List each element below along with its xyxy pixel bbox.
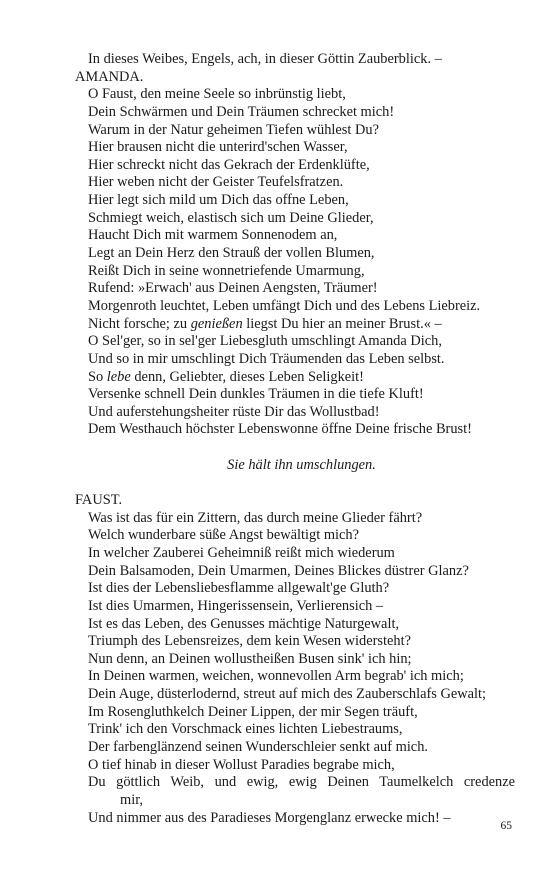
verse-line: Versenke schnell Dein dunkles Träumen in die tiefe Kluft! <box>88 386 424 403</box>
verse-line: Hier weben nicht der Geister Teufelsfratzen. <box>88 174 344 191</box>
verse-line: Hier schreckt nicht das Gekrach der Erdenklüfte, <box>88 156 370 173</box>
verse-line: Dein Balsamoden, Dein Umarmen, Deines Blickes düstrer Glanz? <box>88 562 469 579</box>
speaker-name: FAUST. <box>75 492 123 509</box>
verse-text: Nicht forsche; zu <box>88 315 191 332</box>
verse-line: Dem Westhauch höchster Lebenswonne öffne Deine frische Brust! <box>88 421 472 438</box>
verse-line: Triumph des Lebensreizes, dem kein Wesen widersteht? <box>88 633 411 650</box>
verse-line: Im Rosengluthkelch Deiner Lippen, der mir Segen träuft, <box>88 703 418 720</box>
verse-line: Schmiegt weich, elastisch sich um Deine Glieder, <box>88 209 374 226</box>
verse-line: In dieses Weibes, Engels, ach, in dieser Göttin Zauberblick. – <box>88 51 442 67</box>
verse-text: So <box>88 368 107 385</box>
page-number: 65 <box>500 820 512 832</box>
verse-block-faust <box>75 492 515 827</box>
verse-line: O tief hinab in dieser Wollust Paradies begrabe mich, <box>88 756 395 773</box>
emphasized-word: lebe <box>106 368 131 385</box>
verse-line: Morgenroth leuchtet, Leben umfängt Dich und des Lebens Liebreiz. <box>88 297 481 314</box>
verse-line: Was ist das für ein Zittern, das durch meine Glieder fährt? <box>88 509 423 526</box>
verse-line: Der farbenglänzend seinen Wunderschleier senkt auf mich. <box>88 739 428 755</box>
page-body <box>75 51 515 827</box>
verse-line <box>75 369 515 387</box>
verse-line: Dein Auge, düsterlodernd, streut auf mich des Zauberschlafs Gewalt; <box>88 686 487 703</box>
verse-line: O Faust, den meine Seele so inbrünstig liebt, <box>88 86 346 103</box>
verse-line: O Sel'ger, so in sel'ger Liebesgluth umschlingt Amanda Dich, <box>88 333 442 350</box>
emphasized-word: genießen <box>190 315 243 332</box>
verse-line: Trink' ich den Vorschmack eines lichten Liebestraums, <box>88 721 403 738</box>
verse-line: Ist es das Leben, des Genusses mächtige Naturgewalt, <box>88 615 400 632</box>
verse-line: Und nimmer aus des Paradieses Morgenglanz erwecke mich! – <box>88 809 451 826</box>
speaker-name: AMANDA. <box>75 68 144 85</box>
verse-line: Dein Schwärmen und Dein Träumen schrecket mich! <box>88 103 395 120</box>
verse-line: Und so in mir umschlingt Dich Träumenden das Leben selbst. <box>88 350 445 367</box>
verse-line: Legt an Dein Herz den Strauß der vollen Blumen, <box>88 245 375 262</box>
verse-text: liegst Du hier an meiner Brust.« – <box>242 315 442 332</box>
verse-line: Du göttlich Weib, und ewig, ewig Deinen Taumelkelch credenze <box>88 774 515 791</box>
verse-line: Ist dies Umarmen, Hingerissensein, Verlierensich – <box>88 597 384 614</box>
stage-direction: Sie hält ihn umschlungen. <box>227 456 376 473</box>
verse-line: In Deinen warmen, weichen, wonnevollen Arm begrab' ich mich; <box>88 668 464 685</box>
verse-text: denn, Geliebter, dieses Leben Seligkeit! <box>130 368 364 385</box>
verse-line: Nun denn, an Deinen wollustheißen Busen sink' ich hin; <box>88 650 412 667</box>
verse-line: Warum in der Natur geheimen Tiefen wühlest Du? <box>88 121 379 138</box>
verse-line: Hier brausen nicht die unterird'schen Wasser, <box>88 139 348 156</box>
verse-line: Reißt Dich in seine wonnetriefende Umarmung, <box>88 262 365 279</box>
verse-line-continuation: mir, <box>120 791 144 808</box>
verse-line: Welch wunderbare süße Angst bewältigt mich? <box>88 527 359 544</box>
verse-line: Rufend: »Erwach' aus Deinen Aengsten, Träumer! <box>88 280 378 297</box>
verse-line: Ist dies der Lebensliebesflamme allgewalt'ge Gluth? <box>88 580 390 597</box>
verse-line: Und auferstehungsheiter rüste Dir das Wollustbad! <box>88 403 380 420</box>
verse-line: Haucht Dich mit warmem Sonnenodem an, <box>88 227 338 244</box>
verse-line <box>75 316 515 334</box>
verse-line: In welcher Zauberei Geheimniß reißt mich wiederum <box>88 544 395 561</box>
verse-block-amanda <box>75 51 515 439</box>
verse-line: Hier legt sich mild um Dich das offne Leben, <box>88 192 349 209</box>
